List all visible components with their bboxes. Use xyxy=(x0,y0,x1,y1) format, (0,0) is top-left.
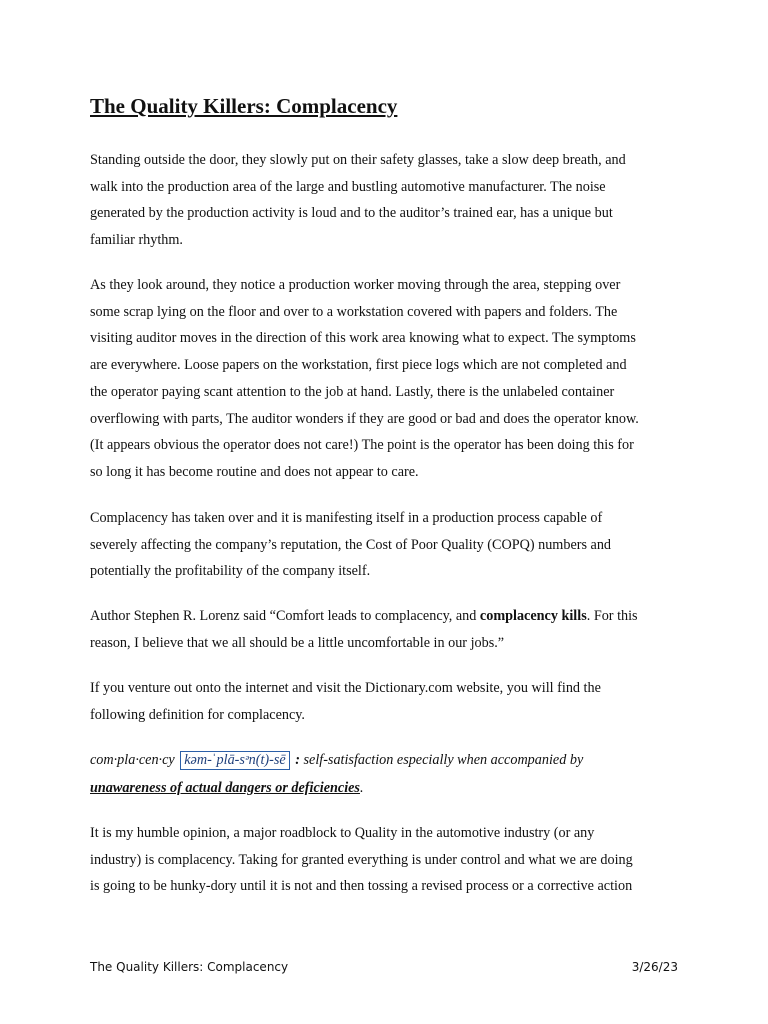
paragraph-line: generated by the production activity is loud and to the auditor’s trained ear, has a unique but xyxy=(90,205,613,222)
document-title: The Quality Killers: Complacency xyxy=(90,94,398,118)
paragraph-line: severely affecting the company’s reputation, the Cost of Poor Quality (COPQ) numbers and xyxy=(90,536,612,553)
paragraph-line: Complacency has taken over and it is manifesting itself in a production process capable of xyxy=(90,510,603,526)
paragraph-line xyxy=(90,603,680,630)
quote-text: Author Stephen R. Lorenz said “Comfort leads to complacency, and xyxy=(90,608,480,624)
paragraph-quote xyxy=(90,603,680,656)
paragraph-line: reason, I believe that we all should be a little uncomfortable in our jobs.” xyxy=(90,634,505,651)
definition-word: com·pla·cen·cy xyxy=(90,752,175,768)
paragraph-line: following definition for complacency. xyxy=(90,706,305,723)
definition-emphasis: unawareness of actual dangers or deficiencies xyxy=(90,780,360,796)
paragraph-intro xyxy=(90,147,680,254)
paragraph-line: overflowing with parts, The auditor wonders if they are good or bad and does the operator know. xyxy=(90,410,639,427)
paragraph-line: As they look around, they notice a production worker moving through the area, stepping over xyxy=(90,277,621,293)
footer-title: The Quality Killers: Complacency xyxy=(90,960,289,974)
paragraph-line: so long it has become routine and does not appear to care. xyxy=(90,463,419,480)
paragraph-line: walk into the production area of the large and bustling automotive manufacturer. The noise xyxy=(90,178,606,195)
paragraph-line: some scrap lying on the floor and over to a workstation covered with papers and folders. The xyxy=(90,303,618,320)
paragraph-line: (It appears obvious the operator does not care!) The point is the operator has been doing this for xyxy=(90,437,634,454)
definition-line xyxy=(90,751,583,770)
paragraph-line: industry) is complacency. Taking for granted everything is under control and what we are doing xyxy=(90,851,633,868)
definition-colon: : xyxy=(295,752,300,768)
footer-date: 3/26/23 xyxy=(631,960,678,974)
paragraph-observation xyxy=(90,272,680,486)
paragraph-line: If you venture out onto the internet and visit the Dictionary.com website, you will find the xyxy=(90,680,601,696)
definition-line-2 xyxy=(90,780,364,797)
paragraph-line: It is my humble opinion, a major roadblock to Quality in the automotive industry (or any xyxy=(90,825,595,841)
quote-text-end: . For this xyxy=(586,608,638,624)
quote-emphasis: complacency kills xyxy=(479,608,587,624)
paragraph-dictionary xyxy=(90,675,680,728)
paragraph-line: visiting auditor moves in the direction of this work area knowing what to expect. The symptoms xyxy=(90,330,636,347)
paragraph-complacency xyxy=(90,505,680,585)
definition-meaning: self-satisfaction especially when accompanied by xyxy=(303,752,584,768)
paragraph-line: are everywhere. Loose papers on the workstation, first piece logs which are not completed and xyxy=(90,357,627,374)
paragraph-line: Standing outside the door, they slowly put on their safety glasses, take a slow deep breath, and xyxy=(90,152,626,168)
pronunciation-link[interactable]: kəm-ˈplā-sᵊn(t)-sē xyxy=(180,751,289,770)
paragraph-opinion xyxy=(90,820,680,900)
paragraph-line: potentially the profitability of the company itself. xyxy=(90,563,371,580)
paragraph-line: familiar rhythm. xyxy=(90,232,183,249)
paragraph-line: is going to be hunky-dory until it is not and then tossing a revised process or a corrective action xyxy=(90,878,633,895)
paragraph-line: the operator paying scant attention to the job at hand. Lastly, there is the unlabeled container xyxy=(90,383,615,400)
definition-end: . xyxy=(359,780,364,796)
